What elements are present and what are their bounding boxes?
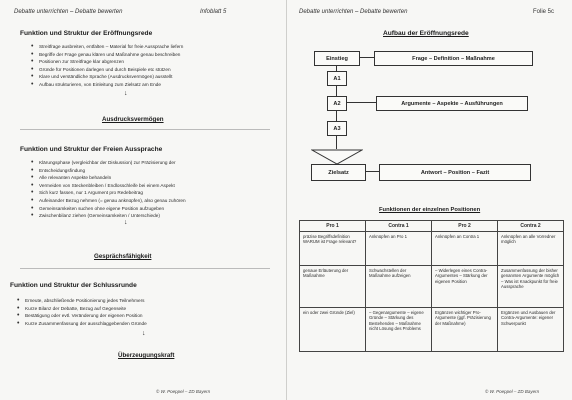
list-item: • Bestätigung oder evtl. Veränderung der eigenen Position — [16, 312, 147, 320]
zielsatz-box: Zielsatz — [311, 164, 366, 181]
table-row — [300, 308, 564, 352]
table-cell: Anknüpfen an Pro 1 — [366, 232, 432, 266]
a1-box: A1 — [327, 71, 347, 86]
list-item: • Vermeiden von Steckenbleiben / Endlosschleife bei einem Aspekt — [30, 182, 186, 190]
page-header: Debatte unterrichten – Debatte bewerten — [14, 9, 123, 15]
a2-box: A2 — [327, 96, 347, 111]
table-cell: präzise Begriffsdefinition WARUM ist Frage relevant? — [300, 232, 366, 266]
section-title-opening: Funktion und Struktur der Eröffnungsrede — [20, 30, 153, 37]
column-header: Contra 1 — [366, 221, 432, 232]
connector — [346, 102, 376, 103]
list-item: • Zwischenbilanz ziehen (Gemeinsamkeiten / Unterschiede) — [30, 212, 186, 220]
list-item: • Erneute, abschließende Positionierung jedes Teilnehmers — [16, 297, 147, 305]
table-cell: ein oder zwei Gründe (Ziel) — [300, 308, 366, 352]
table-cell: genaue Erläuterung der Maßnahme — [300, 266, 366, 308]
list-item: • Positionen zur Streitfrage klar abgrenzen — [30, 58, 183, 66]
list-item: • Streitfrage ausbreiten, entfalten – Material für freie Aussprache liefern — [30, 43, 183, 51]
table-cell: – Widerlegen eines Contra-Argumentes – Stärkung der eigenen Position — [432, 266, 498, 308]
list-item: • Kurze Zusammenfassung der ausschlaggebenden Gründe — [16, 320, 147, 328]
list-item: • Kurze Bilanz der Debatte, Bezug auf Gegenseite — [16, 305, 147, 313]
closing-list — [16, 297, 147, 327]
positions-table — [299, 220, 564, 352]
footer-credit: © W. Poeppel – ZD Bayern — [156, 389, 211, 394]
section-title-closing: Funktion und Struktur der Schlussrunde — [10, 282, 137, 289]
einstieg-box: Einstieg — [314, 51, 360, 66]
folio-label: Folie 5c — [533, 9, 555, 15]
skill-label-conversation: Gesprächsfähigkeit — [94, 253, 152, 260]
skill-label-expression: Ausdrucksvermögen — [102, 116, 164, 123]
page-header: Debatte unterrichten – Debatte bewerten — [299, 9, 408, 15]
funnel-triangle-icon — [311, 149, 363, 165]
table-cell: Anknüpfen an alle Vorredner möglich — [498, 232, 564, 266]
divider — [20, 268, 270, 269]
column-header: Pro 1 — [300, 221, 366, 232]
list-item: • Entscheidungsfindung — [30, 167, 186, 175]
a3-box: A3 — [327, 121, 347, 136]
right-page — [286, 0, 572, 400]
list-item: • Begriffe der Frage genau klären und Maßnahme genau beschreiben — [30, 51, 183, 59]
table-title: Funktionen der einzelnen Positionen — [379, 207, 481, 213]
table-row — [300, 232, 564, 266]
list-item: • Aufbau strukturieren, von Einleitung zum Zielsatz am Ende — [30, 81, 183, 89]
connector — [336, 110, 337, 121]
connector — [336, 85, 337, 96]
connector — [336, 135, 337, 149]
arrow-down-icon: ↓ — [124, 219, 128, 226]
column-header: Contra 2 — [498, 221, 564, 232]
table-cell: Schwachstellen der Maßnahme aufzeigen — [366, 266, 432, 308]
opening-list — [30, 43, 183, 89]
list-item: • Gründe für Positionen darlegen und durch Beispiele etc stützen — [30, 66, 183, 74]
table-cell: – Gegenargumente – eigene Gründe – Stärkung des Bestehenden – Maßnahme nicht Lösung des Problems — [366, 308, 432, 352]
arrow-down-icon: ↓ — [142, 330, 146, 337]
footer-credit: © W. Poeppel – ZD Bayern — [485, 389, 540, 394]
skill-label-persuasion: Überzeugungskraft — [118, 352, 175, 359]
section-title-debate: Funktion und Struktur der Freien Aussprache — [20, 146, 163, 153]
connector — [365, 171, 379, 172]
connector — [359, 57, 374, 58]
einstieg-desc-box: Frage – Definition – Maßnahme — [374, 51, 533, 66]
list-item: • Klare und verständliche Sprache (Ausdrucksvermögen) ausstellt — [30, 73, 183, 81]
zielsatz-desc-box: Antwort – Position – Fazit — [379, 164, 531, 181]
arrow-down-icon: ↓ — [124, 90, 128, 97]
column-header: Pro 2 — [432, 221, 498, 232]
divider — [20, 129, 270, 130]
list-item: • Aufeinander Bezug nehmen (= genau anknüpfen), also genau zuhören — [30, 197, 186, 205]
list-item: • Sich kurz fassen, nur 1 Argument pro Redebeitrag — [30, 189, 186, 197]
debate-list — [30, 159, 186, 220]
table-cell: Ergänzen wichtiger Pro-Argumente (ggf. Präzisierung der Maßnahme) — [432, 308, 498, 352]
a2-desc-box: Argumente – Aspekte – Ausführungen — [376, 96, 528, 111]
diagram-title: Aufbau der Eröffnungsrede — [383, 30, 469, 37]
list-item: • Gemeinsamkeiten suchen ohne eigene Position aufzugeben — [30, 205, 186, 213]
list-item: • Alle relevanten Aspekte behandeln — [30, 174, 186, 182]
sheet-label: Infoblatt 5 — [200, 9, 227, 15]
table-header-row — [300, 221, 564, 232]
table-row — [300, 266, 564, 308]
list-item: • Klärungsphase (vergleichbar der Diskussion) zur Präzisierung der — [30, 159, 186, 167]
table-cell: Zusammenfassung der bisher genannten Argumente möglich – Was ist Knackpunkt für freie Aussprache — [498, 266, 564, 308]
table-cell: Ergänzen und Ausbauen der Contra-Argumente: eigener Schwerpunkt — [498, 308, 564, 352]
table-cell: Anknüpfen an Contra 1 — [432, 232, 498, 266]
